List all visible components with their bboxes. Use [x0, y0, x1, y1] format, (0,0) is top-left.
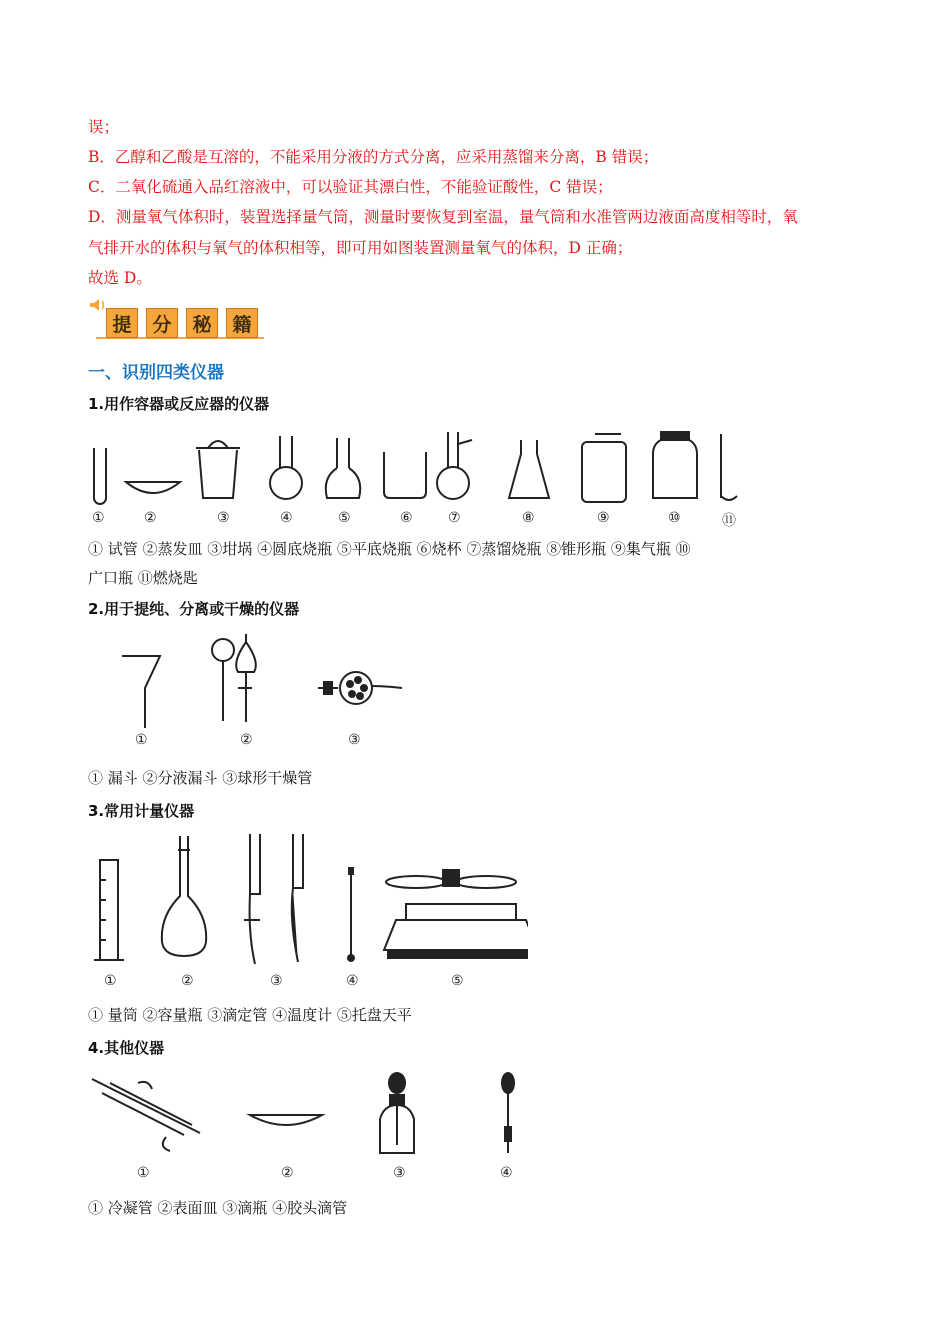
figure-number: ③ [348, 732, 361, 748]
explanation-line-b: B．乙醇和乙酸是互溶的，不能采用分液的方式分离，应采用蒸馏来分离，B 错误； [88, 148, 659, 166]
beaker-icon [384, 452, 426, 498]
evaporating-dish-icon [126, 482, 180, 493]
wide-mouth-bottle-icon [653, 432, 697, 498]
other-instruments-illustration [88, 1065, 528, 1157]
banner-char: 秘 [186, 308, 218, 338]
figure-number: ⑥ [400, 510, 413, 526]
distilling-flask-icon [437, 432, 472, 499]
thermometer-icon [348, 868, 354, 961]
combustion-spoon-icon [721, 434, 737, 500]
figure-number: ④ [280, 510, 293, 526]
group-caption: ① 漏斗 ②分液漏斗 ③球形干燥管 [88, 769, 313, 787]
balance-icon [384, 870, 528, 958]
erlenmeyer-flask-icon [509, 440, 549, 498]
figure-number: ③ [270, 973, 283, 989]
figure-number: ⑧ [522, 510, 535, 526]
group-caption: 广口瓶 ⑪燃烧匙 [88, 569, 198, 587]
figure-number: ① [92, 510, 105, 526]
banner-char: 分 [146, 308, 178, 338]
figure-number: ⑪ [722, 513, 736, 529]
test-tube-icon [94, 448, 106, 504]
explanation-answer: 故选 D。 [88, 269, 152, 287]
group-heading: 4.其他仪器 [88, 1039, 165, 1057]
banner-char: 籍 [226, 308, 258, 338]
group-heading: 2.用于提纯、分离或干燥的仪器 [88, 600, 300, 618]
figure-number: ⑨ [597, 510, 610, 526]
explanation-line-a-tail: 误； [88, 118, 120, 136]
burette-icon [244, 834, 260, 964]
explanation-line-d2: 气排开水的体积与氧气的体积相等，即可用如图装置测量氧气的体积，D 正确； [88, 239, 633, 257]
explanation-line-d1: D．测量氧气体积时，装置选择量气筒，测量时要恢复到室温，量气筒和水准管两边液面高度相等时，氧 [88, 208, 798, 226]
rubber-dropper-icon [502, 1073, 514, 1153]
figure-number: ④ [500, 1165, 513, 1181]
explanation-line-c: C．二氧化硫通入品红溶液中，可以验证其漂白性，不能验证酸性，C 错误； [88, 178, 613, 196]
drying-tube-icon [318, 672, 402, 704]
figure-number: ② [181, 973, 194, 989]
gas-collecting-bottle-icon [582, 434, 626, 502]
figure-number: ① [104, 973, 117, 989]
figure-number: ⑦ [448, 510, 461, 526]
funnel-icon [122, 656, 160, 728]
round-bottom-flask-icon [270, 436, 302, 499]
separatory-funnel-icon [212, 634, 256, 722]
figure-number: ① [137, 1165, 150, 1181]
figure-number: ④ [346, 973, 359, 989]
group-heading: 3.常用计量仪器 [88, 802, 195, 820]
flat-bottom-flask-icon [326, 438, 361, 498]
group-caption: ① 冷凝管 ②表面皿 ③滴瓶 ④胶头滴管 [88, 1199, 348, 1217]
group-heading: 1.用作容器或反应器的仪器 [88, 395, 270, 413]
figure-number: ⑤ [451, 973, 464, 989]
figure-number: ⑩ [668, 510, 681, 526]
crucible-icon [196, 441, 240, 498]
figure-number: ② [144, 510, 157, 526]
figure-number: ② [281, 1165, 294, 1181]
banner-char: 提 [106, 308, 138, 338]
figure-number: ③ [393, 1165, 406, 1181]
volumetric-flask-icon [162, 836, 206, 956]
measuring-illustration [88, 830, 528, 968]
separation-illustration [88, 628, 418, 728]
graduated-cylinder-icon [94, 860, 124, 960]
figure-number: ③ [217, 510, 230, 526]
containers-illustration [88, 428, 768, 508]
burette-icon [292, 834, 303, 962]
watch-glass-icon [250, 1115, 322, 1125]
section-title: 一、识别四类仪器 [88, 363, 224, 383]
figure-number: ② [240, 732, 253, 748]
condenser-icon [92, 1079, 200, 1151]
dropper-bottle-icon [380, 1073, 414, 1153]
figure-number: ⑤ [338, 510, 351, 526]
figure-number: ① [135, 732, 148, 748]
tip-banner [88, 298, 268, 342]
group-caption: ① 量筒 ②容量瓶 ③滴定管 ④温度计 ⑤托盘天平 [88, 1006, 412, 1024]
group-caption: ① 试管 ②蒸发皿 ③坩埚 ④圆底烧瓶 ⑤平底烧瓶 ⑥烧杯 ⑦蒸馏烧瓶 ⑧锥形瓶 ⑨集气瓶 ⑩ [88, 540, 691, 558]
